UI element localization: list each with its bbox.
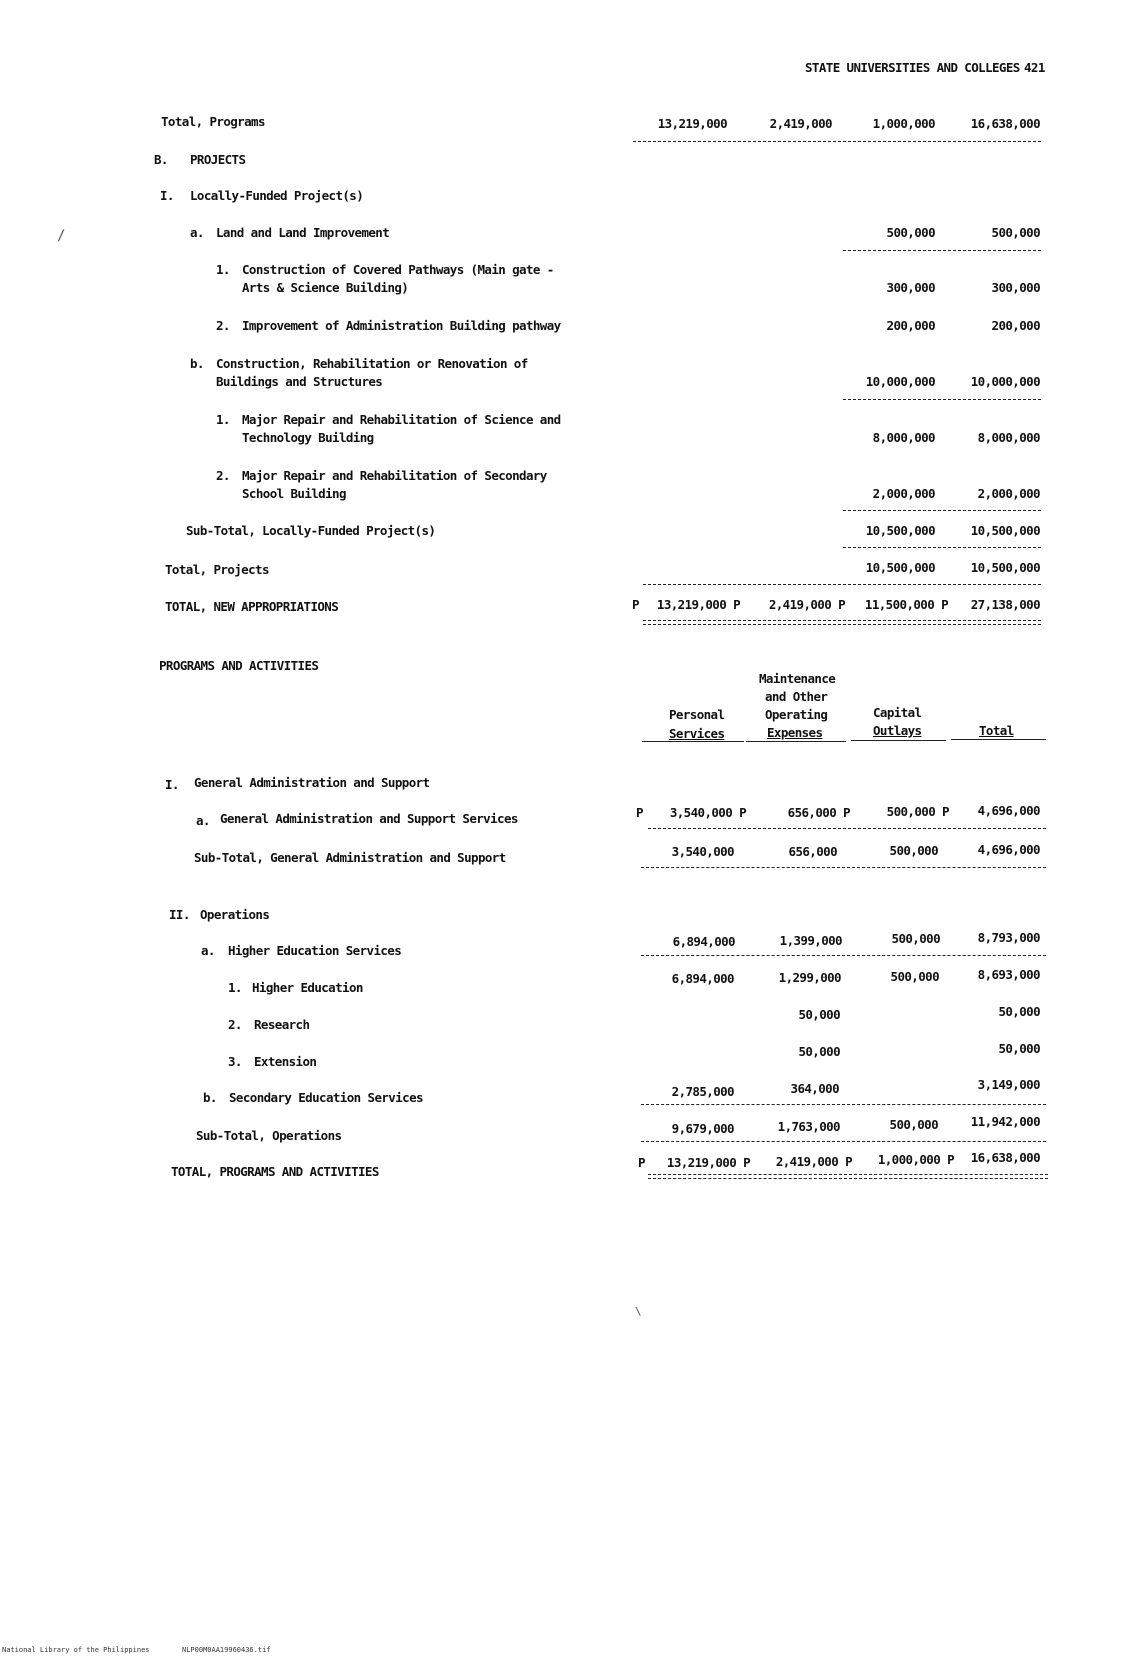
col-total-rule [951, 739, 1046, 740]
rule-gas-subtotal [641, 867, 1046, 868]
projects-total-label: Total, Projects [165, 562, 269, 577]
footer-library: National Library of the Philippines [2, 1646, 150, 1654]
secondary-ed-mooe: 364,000 [790, 1081, 839, 1096]
land-2-co: 200,000 [886, 318, 935, 333]
total-programs-co: 1,000,000 [872, 116, 935, 131]
gas-numeral: I. [165, 777, 179, 792]
grand-total-peso: P [638, 1155, 645, 1170]
gas-a-ps: 3,540,000 P [669, 805, 746, 820]
grand-total-label: TOTAL, PROGRAMS AND ACTIVITIES [171, 1164, 379, 1179]
col-mooe-line1: Maintenance [759, 671, 836, 686]
new-appropriations-total: 27,138,000 [970, 597, 1040, 612]
secondary-ed-letter: b. [203, 1090, 217, 1105]
new-appropriations-label: TOTAL, NEW APPROPRIATIONS [165, 599, 339, 614]
higher-ed-co: 500,000 [891, 931, 940, 946]
higher-ed-3-label: Extension [254, 1054, 317, 1069]
col-total: Total [979, 723, 1014, 738]
gas-a-label: General Administration and Support Services [220, 811, 518, 826]
land-1-label-line2: Arts & Science Building) [242, 280, 409, 295]
col-co-line2: Outlays [873, 723, 922, 738]
buildings-label-line2: Buildings and Structures [216, 374, 383, 389]
higher-ed-1-label: Higher Education [252, 980, 363, 995]
buildings-2-label-line2: School Building [242, 486, 346, 501]
secondary-ed-total: 3,149,000 [977, 1077, 1040, 1092]
ops-subtotal-label: Sub-Total, Operations [196, 1128, 342, 1143]
land-2-total: 200,000 [991, 318, 1040, 333]
land-letter: a. [190, 225, 204, 240]
total-programs-label: Total, Programs [161, 114, 265, 129]
gas-a-total: 4,696,000 [977, 803, 1040, 818]
higher-ed-1-mooe: 1,299,000 [778, 970, 841, 985]
col-ps-line2: Services [669, 726, 725, 741]
col-mooe-line2: and Other [765, 689, 828, 704]
projects-heading: PROJECTS [190, 152, 246, 167]
buildings-2-num: 2. [216, 468, 230, 483]
higher-ed-1-total: 8,693,000 [977, 967, 1040, 982]
rule-secondary-ed [641, 1104, 1046, 1105]
higher-ed-ps: 6,894,000 [672, 934, 735, 949]
land-total: 500,000 [991, 225, 1040, 240]
higher-ed-letter: a. [201, 943, 215, 958]
gas-a-mooe: 656,000 P [787, 805, 850, 820]
land-2-num: 2. [216, 318, 230, 333]
higher-ed-3-num: 3. [228, 1054, 242, 1069]
double-rule-grand-total [648, 1174, 1048, 1179]
new-appropriations-ps: 13,219,000 P [656, 597, 740, 612]
rule-buildings-2 [843, 510, 1041, 511]
col-mooe-line4: Expenses [767, 725, 823, 740]
higher-ed-mooe: 1,399,000 [779, 933, 842, 948]
gas-a-co: 500,000 P [886, 804, 949, 819]
col-co-rule [851, 740, 946, 741]
land-1-label-line1: Construction of Covered Pathways (Main gate - [242, 262, 554, 277]
scan-mark: / [57, 228, 65, 244]
ops-numeral: II. [169, 907, 190, 922]
ops-heading: Operations [200, 907, 270, 922]
buildings-1-co: 8,000,000 [872, 430, 935, 445]
higher-ed-2-label: Research [254, 1017, 310, 1032]
higher-ed-2-num: 2. [228, 1017, 242, 1032]
projects-subtotal-label: Sub-Total, Locally-Funded Project(s) [186, 523, 436, 538]
projects-subtotal-total: 10,500,000 [970, 523, 1040, 538]
grand-total-ps: 13,219,000 P [666, 1155, 750, 1170]
scan-mark: \ [635, 1305, 642, 1318]
buildings-1-total: 8,000,000 [977, 430, 1040, 445]
gas-subtotal-ps: 3,540,000 [671, 844, 734, 859]
higher-ed-1-num: 1. [228, 980, 242, 995]
buildings-2-co: 2,000,000 [872, 486, 935, 501]
grand-total-total: 16,638,000 [970, 1150, 1040, 1165]
total-programs-ps: 13,219,000 [657, 116, 727, 131]
higher-ed-2-mooe: 50,000 [798, 1007, 840, 1022]
buildings-2-total: 2,000,000 [977, 486, 1040, 501]
higher-ed-3-total: 50,000 [998, 1041, 1040, 1056]
buildings-co: 10,000,000 [865, 374, 935, 389]
land-co: 500,000 [886, 225, 935, 240]
higher-ed-2-total: 50,000 [998, 1004, 1040, 1019]
gas-subtotal-co: 500,000 [889, 843, 938, 858]
projects-total-co: 10,500,000 [865, 560, 935, 575]
land-2-label: Improvement of Administration Building pathway [242, 318, 561, 333]
gas-subtotal-mooe: 656,000 [788, 844, 837, 859]
programs-heading: PROGRAMS AND ACTIVITIES [159, 658, 319, 673]
secondary-ed-label: Secondary Education Services [229, 1090, 423, 1105]
gas-subtotal-total: 4,696,000 [977, 842, 1040, 857]
higher-ed-1-ps: 6,894,000 [671, 971, 734, 986]
col-co-line1: Capital [873, 705, 922, 720]
locally-funded-numeral: I. [160, 188, 174, 203]
grand-total-mooe: 2,419,000 P [775, 1154, 852, 1169]
higher-ed-3-mooe: 50,000 [798, 1044, 840, 1059]
rule-gas-a [648, 828, 1046, 829]
gas-subtotal-label: Sub-Total, General Administration and Support [194, 850, 506, 865]
gas-a-letter: a. [196, 813, 210, 828]
locally-funded-heading: Locally-Funded Project(s) [190, 188, 364, 203]
ops-subtotal-co: 500,000 [889, 1117, 938, 1132]
buildings-1-label-line2: Technology Building [242, 430, 374, 445]
higher-ed-1-co: 500,000 [890, 969, 939, 984]
col-ps-line1: Personal [669, 707, 725, 722]
col-mooe-line3: Operating [765, 707, 828, 722]
land-1-total: 300,000 [991, 280, 1040, 295]
buildings-1-num: 1. [216, 412, 230, 427]
running-title: STATE UNIVERSITIES AND COLLEGES [805, 60, 1020, 75]
buildings-total: 10,000,000 [970, 374, 1040, 389]
land-1-num: 1. [216, 262, 230, 277]
land-label: Land and Land Improvement [216, 225, 390, 240]
gas-heading: General Administration and Support [194, 775, 430, 790]
new-appropriations-peso: P [632, 597, 639, 612]
rule-total-programs [633, 141, 1041, 142]
footer-file-id: NLP00M0AA19960436.tif [182, 1646, 271, 1654]
projects-total-total: 10,500,000 [970, 560, 1040, 575]
buildings-label-line1: Construction, Rehabilitation or Renovation of [216, 356, 528, 371]
rule-projects-total [643, 584, 1041, 585]
rule-higher-ed [641, 955, 1046, 956]
rule-land [843, 250, 1041, 251]
col-ps-rule [642, 741, 744, 742]
ops-subtotal-mooe: 1,763,000 [777, 1119, 840, 1134]
rule-projects-subtotal [843, 547, 1041, 548]
grand-total-co: 1,000,000 P [877, 1152, 954, 1167]
ops-subtotal-total: 11,942,000 [970, 1114, 1040, 1129]
higher-ed-total: 8,793,000 [977, 930, 1040, 945]
higher-ed-label: Higher Education Services [228, 943, 402, 958]
ops-subtotal-ps: 9,679,000 [671, 1121, 734, 1136]
rule-ops-subtotal [641, 1141, 1046, 1142]
gas-a-peso: P [636, 805, 643, 820]
projects-subtotal-co: 10,500,000 [865, 523, 935, 538]
total-programs-total: 16,638,000 [970, 116, 1040, 131]
buildings-1-label-line1: Major Repair and Rehabilitation of Science and [242, 412, 561, 427]
total-programs-mooe: 2,419,000 [769, 116, 832, 131]
double-rule-new-appropriations [643, 620, 1041, 625]
secondary-ed-ps: 2,785,000 [671, 1084, 734, 1099]
projects-letter: B. [154, 152, 168, 167]
new-appropriations-mooe: 2,419,000 P [768, 597, 845, 612]
buildings-letter: b. [190, 356, 204, 371]
col-mooe-rule [746, 741, 846, 742]
buildings-2-label-line1: Major Repair and Rehabilitation of Secondary [242, 468, 547, 483]
rule-buildings [843, 399, 1041, 400]
land-1-co: 300,000 [886, 280, 935, 295]
page-number: 421 [1024, 60, 1045, 75]
new-appropriations-co: 11,500,000 P [864, 597, 948, 612]
